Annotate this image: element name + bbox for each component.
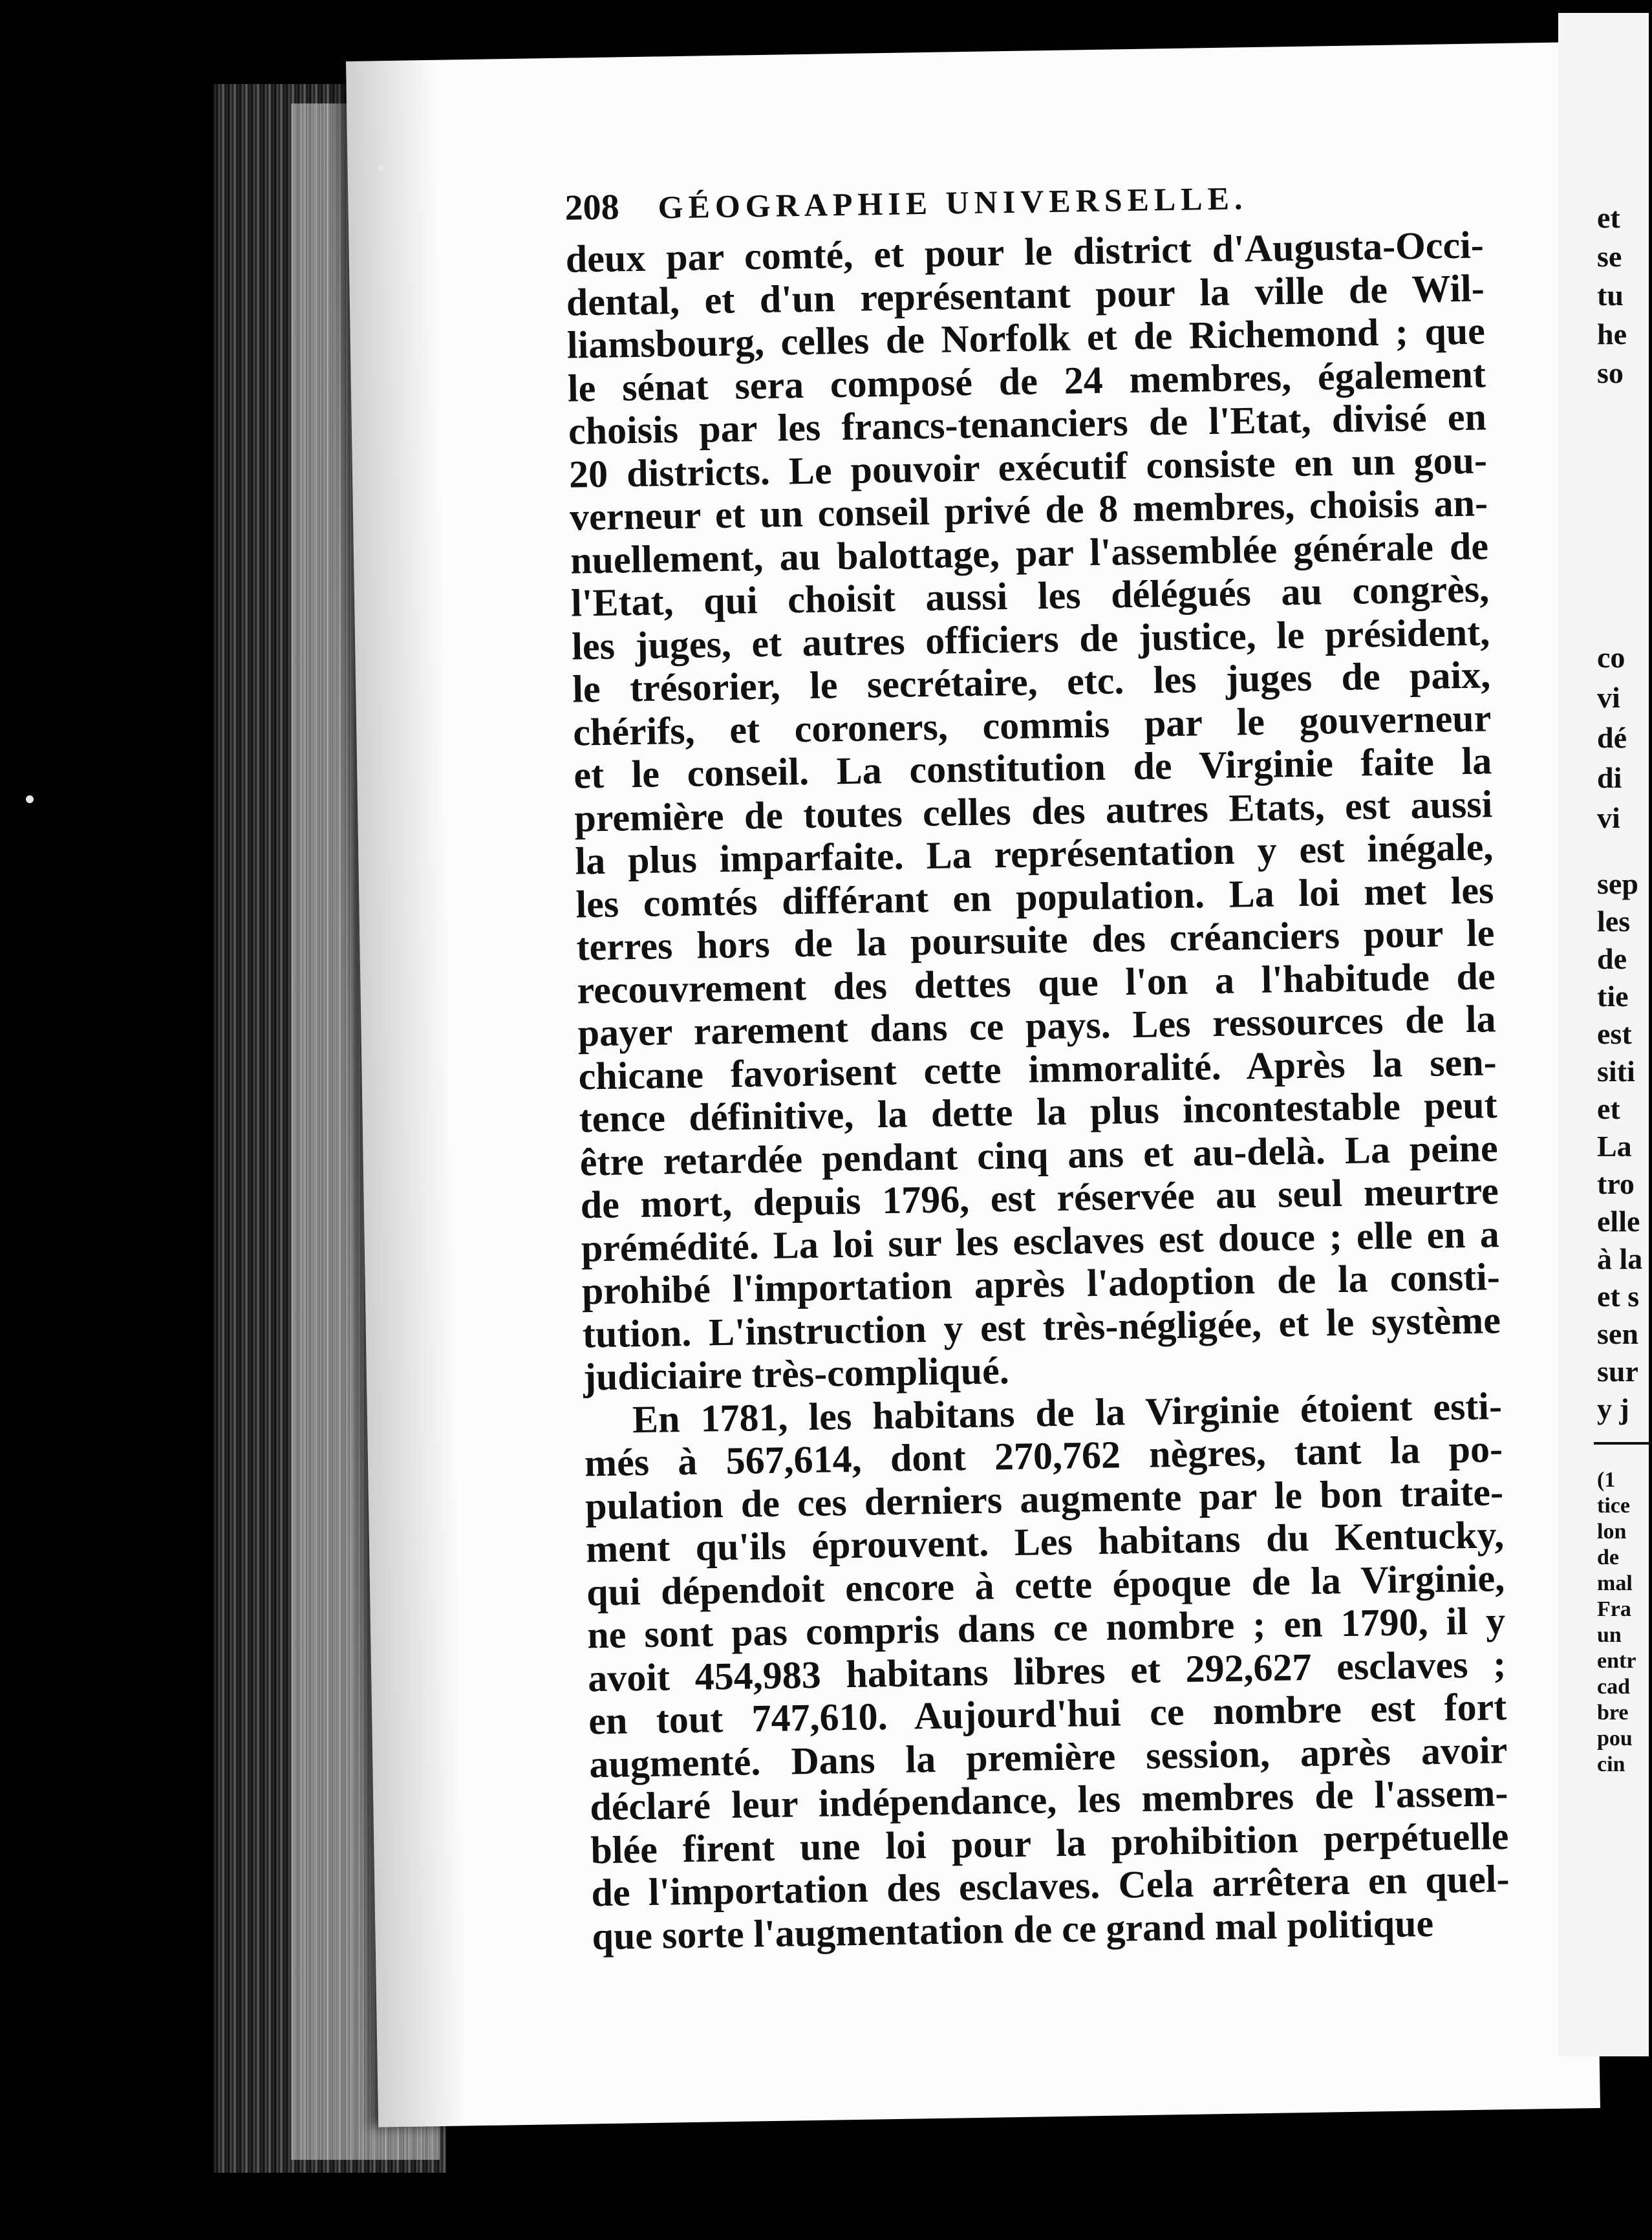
adjacent-page-fragment: bre bbox=[1597, 1701, 1629, 1725]
text-line: que sorte l'augmentation de ce grand mal politique bbox=[592, 1901, 1434, 1957]
adjacent-page-edge bbox=[1558, 13, 1649, 2056]
text-line: verneur et un conseil privé de 8 membres, choisis an- bbox=[569, 481, 1488, 539]
adjacent-page-fragment: un bbox=[1597, 1623, 1622, 1647]
text-line: més à 567,614, dont 270,762 nègres, tant la po- bbox=[584, 1427, 1503, 1485]
adjacent-page-fragment: à la bbox=[1597, 1242, 1643, 1275]
text-line: prohibé l'importation après l'adoption de la consti- bbox=[581, 1255, 1501, 1313]
adjacent-page-fragment: siti bbox=[1597, 1055, 1635, 1088]
adjacent-page-fragment: elle bbox=[1597, 1205, 1640, 1238]
adjacent-page-fragment: y j bbox=[1597, 1392, 1629, 1425]
text-line: le trésorier, le secrétaire, etc. les juges de paix, bbox=[572, 653, 1491, 711]
adjacent-page-fragment: so bbox=[1597, 356, 1624, 389]
adjacent-page-fragment: La bbox=[1597, 1130, 1632, 1163]
adjacent-page-fragment: entr bbox=[1597, 1649, 1636, 1673]
text-line: déclaré leur indépendance, les membres de l'assem- bbox=[589, 1771, 1508, 1829]
text-line: liamsbourg, celles de Norfolk et de Richemond ; que bbox=[566, 309, 1486, 367]
text-line: dental, et d'un représentant pour la ville de Wil- bbox=[566, 266, 1485, 324]
paragraph-1 bbox=[565, 223, 1501, 1399]
adjacent-page-fragment: mal bbox=[1597, 1571, 1633, 1595]
text-line: le sénat sera composé de 24 membres, également bbox=[567, 352, 1486, 410]
text-line: ne sont pas compris dans ce nombre ; en 1790, il y bbox=[586, 1599, 1506, 1657]
adjacent-page-fragment: vi bbox=[1597, 801, 1620, 834]
adjacent-page-fragment: tie bbox=[1597, 980, 1629, 1013]
adjacent-page-fragment: cin bbox=[1597, 1752, 1625, 1776]
text-line: avoit 454,983 habitans libres et 292,627 esclaves ; bbox=[587, 1642, 1507, 1699]
text-line: l'Etat, qui choisit aussi les délégués au congrès, bbox=[570, 567, 1490, 625]
page-number: 208 bbox=[564, 187, 620, 228]
adjacent-page-fragment: vi bbox=[1597, 681, 1620, 714]
text-line: tence définitive, la dette la plus incontestable peut bbox=[579, 1083, 1498, 1141]
text-line: et le conseil. La constitution de Virginie faite la bbox=[573, 739, 1492, 797]
adjacent-page-fragment: he bbox=[1597, 318, 1627, 350]
adjacent-page-fragment: tro bbox=[1597, 1167, 1635, 1200]
text-line: choisis par les francs-tenanciers de l'Etat, divisé en bbox=[568, 395, 1487, 453]
text-line: qui dépendoit encore à cette époque de la Virginie, bbox=[586, 1556, 1505, 1613]
text-line: En 1781, les habitans de la Virginie étoient esti- bbox=[632, 1384, 1503, 1441]
adjacent-page-fragment: cad bbox=[1597, 1675, 1630, 1699]
text-line: de l'importation des esclaves. Cela arrêtera en quel- bbox=[591, 1857, 1510, 1915]
adjacent-page-fragment: tice bbox=[1597, 1494, 1630, 1518]
text-line: être retardée pendant cinq ans et au-delà. La peine bbox=[579, 1126, 1499, 1184]
adjacent-page-fragment: et bbox=[1597, 201, 1620, 234]
adjacent-page-fragment: lon bbox=[1597, 1520, 1627, 1544]
text-block bbox=[564, 173, 1510, 1957]
text-line: 20 districts. Le pouvoir exécutif consiste en un gou- bbox=[568, 438, 1488, 496]
dust-speck bbox=[378, 165, 385, 171]
text-line: prémédité. La loi sur les esclaves est douce ; elle en a bbox=[581, 1212, 1500, 1270]
running-head-title: GÉOGRAPHIE UNIVERSELLE. bbox=[658, 180, 1248, 226]
text-line: deux par comté, et pour le district d'Augusta-Occi- bbox=[565, 223, 1485, 281]
text-line: les juges, et autres officiers de justice, le président, bbox=[571, 610, 1490, 668]
text-line: recouvrement des dettes que l'on a l'habitude de bbox=[577, 954, 1496, 1012]
adjacent-page-fragment: et bbox=[1597, 1092, 1620, 1125]
text-line: première de toutes celles des autres Etats, est aussi bbox=[574, 782, 1493, 840]
book-page bbox=[346, 42, 1600, 2127]
adjacent-page-fragment: sep bbox=[1597, 867, 1638, 900]
paragraph-2 bbox=[584, 1384, 1510, 1958]
adjacent-page-fragment: se bbox=[1597, 240, 1622, 273]
adjacent-page-fragment: (1 bbox=[1597, 1468, 1616, 1492]
dust-speck bbox=[26, 795, 34, 803]
text-line: terres hors de la poursuite des créanciers pour le bbox=[576, 911, 1495, 969]
adjacent-page-fragment: Fra bbox=[1597, 1597, 1631, 1621]
text-line: nuellement, au balottage, par l'assemblée générale de bbox=[570, 524, 1489, 582]
adjacent-page-fragment: tu bbox=[1597, 279, 1624, 312]
adjacent-page-fragment: de bbox=[1597, 942, 1627, 975]
adjacent-page-fragment: est bbox=[1597, 1017, 1632, 1050]
text-line: ment qu'ils éprouvent. Les habitans du Kentucky, bbox=[585, 1513, 1505, 1571]
text-line: pulation de ces derniers augmente par le bon traite- bbox=[585, 1470, 1504, 1527]
adjacent-page-fragment: sen bbox=[1597, 1317, 1638, 1350]
text-line: en tout 747,610. Aujourd'hui ce nombre est fort bbox=[588, 1685, 1507, 1743]
text-line: payer rarement dans ce pays. Les ressources de la bbox=[577, 997, 1496, 1055]
adjacent-page-fragment: pou bbox=[1597, 1727, 1633, 1750]
adjacent-page-fragment: di bbox=[1597, 761, 1622, 794]
text-line: chérifs, et coroners, commis par le gouverneur bbox=[572, 696, 1492, 754]
footnote-rule bbox=[1594, 1442, 1652, 1445]
text-line: augmenté. Dans la première session, après avoir bbox=[588, 1728, 1508, 1785]
adjacent-page-fragment: et s bbox=[1597, 1280, 1640, 1313]
adjacent-page-fragment: co bbox=[1597, 641, 1625, 674]
text-line: judiciaire très-compliqué. bbox=[583, 1349, 1010, 1399]
text-line: blée firent une loi pour la prohibition perpétuelle bbox=[590, 1814, 1509, 1871]
text-line: chicane favorisent cette immoralité. Après la sen- bbox=[578, 1040, 1497, 1098]
adjacent-page-fragment: sur bbox=[1597, 1355, 1638, 1388]
running-head bbox=[564, 173, 1483, 228]
adjacent-page-fragment: de bbox=[1597, 1545, 1619, 1569]
adjacent-page-fragment: les bbox=[1597, 905, 1631, 938]
text-line: tution. L'instruction y est très-négligée, et le système bbox=[582, 1298, 1501, 1355]
text-line: les comtés différant en population. La loi met les bbox=[575, 868, 1494, 926]
adjacent-page-fragment: dé bbox=[1597, 721, 1627, 754]
text-line: la plus imparfaite. La représentation y est inégale, bbox=[574, 825, 1494, 883]
text-line: de mort, depuis 1796, est réservée au seul meurtre bbox=[580, 1169, 1499, 1227]
